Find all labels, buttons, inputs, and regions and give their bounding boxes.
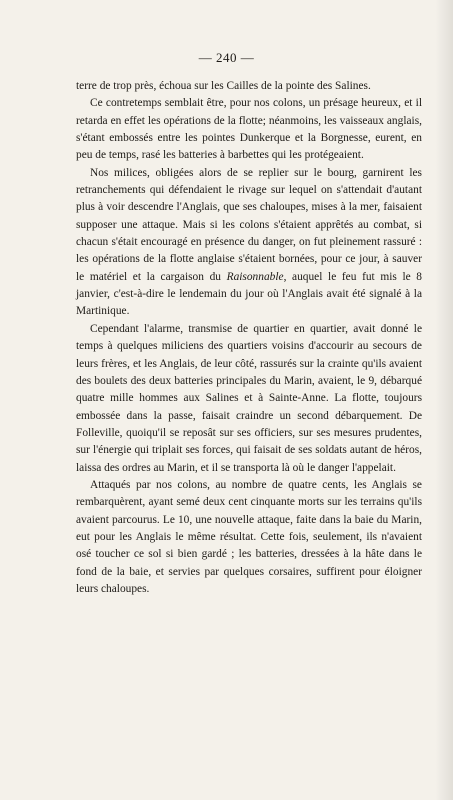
paragraph: Cependant l'alarme, transmise de quartier en quartier, avait donné le temps à quelques miliciens des quartiers voisins d'accourir au secours de leurs frères, et les Anglais, de leur côté, rassurés sur la crainte qu'ils avaient des boulets des deux batteries principales du Marin, avaient, le 9, débarqué quatre mille hommes aux Salines et à Sainte-Anne. La flotte, toujours embossée dans la passe, faisait craindre un second débarquement. De Folleville, quoiqu'il se reposât sur ses officiers, sur ses mesures prudentes, sur l'énergie qui triplait ses forces, qui faisait de ses soldats autant de héros, laissa des ordres au Marin, et il se transporta là où le danger l'appelait. [76,322,422,474]
page-edge-shadow [435,0,453,800]
page-number: — 240 — [198,50,255,65]
paragraph-text: , auquel le feu fut mis le 8 janvier, c'est-à-dire le lendemain du jour où l'Anglais avait été signalé à la Martinique. [76,270,422,318]
paragraph: Attaqués par nos colons, au nombre de quatre cents, les Anglais se rembarquèrent, ayant semé deux cent cinquante morts sur les terrains qu'ils avaient parcourus. Le 10, une nouvelle attaque, faite dans la baie du Marin, eut pour les Anglais le même résultat. Cette fois, seulement, ils n'avaient osé toucher ce sol si bien gardé ; les batteries, dressées à la hâte dans le fond de la baie, et servies par quelques corsaires, suffirent pour éloigner leurs chaloupes. [76,478,422,595]
paragraph: Ce contretemps semblait être, pour nos colons, un présage heureux, et il retarda en effet les opérations de la flotte; néanmoins, les vaisseaux anglais, s'étant embossés entre les pointes Dunkerque et la Borgnesse, eurent, en peu de temps, rasé les batteries à barbettes qui les protégeaient. [76,97,422,162]
body-text [76,78,422,598]
paragraph-text: Nos milices, obligées alors de se replier sur le bourg, garnirent les retranchements qui défendaient le rivage sur lequel on s'attendait d'autant plus à voir descendre l'Anglais, que ses chaloupes, mises à la mer, faisaient supposer une attaque. Mais si les colons s'étaient apprêtés au combat, si chacun s'était encouragé en présence du danger, on fut pleinement rassuré : les opérations de la flotte anglaise s'étaient bornées, pour ce jour, à sauver le matériel et la cargaison du [76,166,422,283]
ship-name: Raisonnable [226,270,284,283]
paragraph: terre de trop près, échoua sur les Cailles de la pointe des Salines. [76,80,371,92]
paragraph [76,165,422,321]
